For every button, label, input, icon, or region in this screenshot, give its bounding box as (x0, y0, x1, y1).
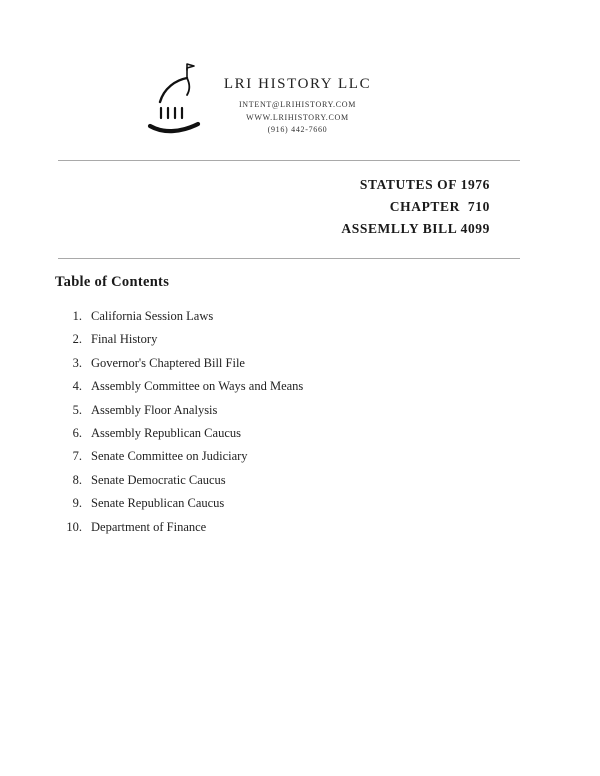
toc-item-label: Final History (91, 332, 158, 347)
toc-item (55, 352, 303, 375)
toc-item-number: 1. (72, 309, 82, 323)
toc-item (55, 492, 303, 515)
toc-item-label: Assembly Republican Caucus (91, 425, 241, 440)
company-phone: (916) 442-7660 (267, 125, 328, 134)
company-name: LRI HISTORY LLC (223, 76, 372, 92)
toc-item (55, 469, 303, 492)
toc-item (55, 375, 303, 398)
toc-item-label: Senate Republican Caucus (91, 496, 225, 511)
toc-item-number: 4. (72, 379, 82, 394)
toc-item (55, 516, 303, 539)
toc-item-label: Senate Committee on Judiciary (91, 449, 248, 464)
toc-item-label: Assembly Committee on Ways and Means (91, 379, 304, 394)
toc-item-number: 6. (72, 425, 82, 440)
toc-item-number: 3. (72, 355, 82, 370)
toc-item (55, 445, 303, 468)
horizontal-rule-top (58, 160, 520, 161)
letterhead-contact-block (210, 76, 385, 137)
assembly-bill-line: ASSEMLLY BILL 4099 (341, 221, 490, 236)
company-website: WWW.LRIHISTORY.COM (246, 112, 349, 122)
toc-item-label: Senate Democratic Caucus (91, 472, 226, 487)
toc-item-number: 5. (72, 402, 82, 417)
toc-item (55, 399, 303, 422)
toc-item-number: 10. (66, 519, 82, 534)
toc-item (55, 305, 303, 328)
toc-item (55, 328, 303, 351)
statutes-line: STATUTES OF 1976 (359, 177, 490, 192)
toc-list (55, 305, 303, 539)
toc-item-number: 9. (72, 496, 82, 511)
horizontal-rule-bottom (58, 258, 520, 259)
toc-item-number: 7. (72, 449, 82, 464)
toc-item-number: 2. (72, 332, 82, 347)
capitol-sketch-icon (146, 62, 210, 138)
toc-item-label: Governor's Chaptered Bill File (91, 355, 245, 370)
company-email: INTENT@LRIHISTORY.COM (238, 100, 357, 109)
toc-item-label: Assembly Floor Analysis (91, 402, 218, 417)
toc-title: Table of Contents (55, 274, 170, 290)
toc-item-number: 8. (72, 472, 82, 487)
toc-item-label: Department of Finance (91, 519, 207, 534)
toc-item-label: California Session Laws (91, 309, 214, 323)
chapter-line: CHAPTER 710 (389, 199, 490, 214)
toc-item (55, 422, 303, 445)
statute-reference-block (341, 174, 490, 240)
